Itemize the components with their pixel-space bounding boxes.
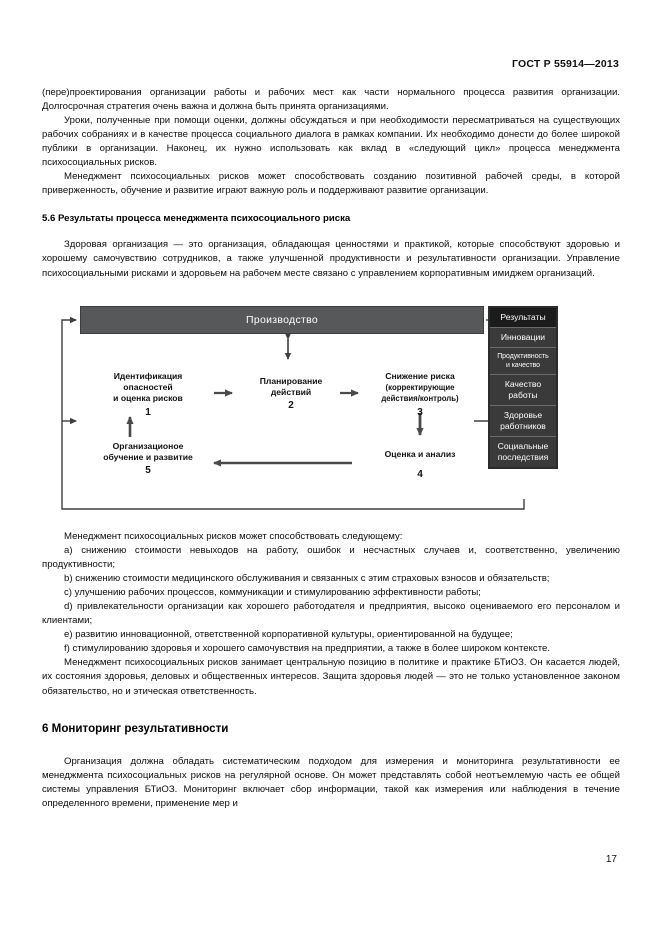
document-body — [42, 86, 620, 281]
heading-6: 6 Мониторинг результативности — [42, 721, 229, 735]
results-item-innovation: Инновации — [490, 328, 556, 348]
results-item-work-quality-line-1: Качество — [504, 379, 542, 390]
results-column — [488, 306, 558, 469]
document-standard-number: ГОСТ Р 55914—2013 — [511, 58, 619, 70]
node-1-number: 1 — [145, 406, 151, 418]
list-item-e: e) развитию инновационной, ответственной корпоративной культуры, ориентированной на будущее; — [64, 629, 513, 641]
heading-5-6: 5.6 Результаты процесса менеджмента психосоциального риска — [42, 213, 351, 225]
node-2-line-2: действий — [270, 387, 312, 398]
node-3-line-1: Снижение риска — [385, 371, 455, 381]
results-item-social-consequences — [490, 437, 556, 467]
paragraph-2: Уроки, полученные при помощи оценки, должны обсуждаться и при необходимости пересматриваться на существующих рабочих собраниях и в качестве процесса социального диалога в рамках компании. Их необходимо донести до более широкой публики в организации. Наконец, их нужно использовать как вклад в «следующий цикл» процесса менеджмента психосоциальных рисков. — [42, 115, 620, 169]
node-1-line-1: Идентификация — [113, 371, 183, 381]
node-4-line-1: Оценка и анализ — [384, 449, 456, 459]
node-5-line-2: обучение и развитие — [103, 452, 193, 463]
node-3-line-2: (корректирующие — [385, 383, 455, 393]
list-item-a: a) снижению стоимости невыходов на работу, ошибок и несчастных случаев и, соответственно, увеличению продуктивности; — [42, 545, 620, 571]
spacer — [42, 198, 620, 212]
node-1-line-2: опасностей — [123, 382, 173, 393]
node-2-number: 2 — [288, 400, 294, 412]
results-item-title: Результаты — [490, 308, 556, 328]
paragraph-7: Организация должна обладать систематическим подходом для измерения и мониторинга результативности ее менеджмента психосоциальных рисков на регулярной основе. Он может представлять собой неотъемлемую часть ее общей системы управления БТиОЗ. Мониторинг включает сбор информации, такой как измерения или наблюдения в течение определенного времени, применение мер и — [42, 755, 620, 809]
results-item-productivity-line-2: и качество — [505, 362, 541, 370]
list-item-b: b) снижению стоимости медицинского обслуживания и связанных с этим страховых взносов и обязательств; — [64, 573, 550, 585]
list-item-c: c) улучшению рабочих процессов, коммуникации и стимулированию эффективности работы; — [64, 587, 481, 599]
diagram-node-2 — [236, 376, 346, 412]
production-bar: Производство — [80, 306, 484, 334]
node-4-number: 4 — [417, 469, 423, 481]
results-item-productivity — [490, 348, 556, 375]
diagram-node-3 — [356, 371, 484, 418]
node-1-line-3: и оценка рисков — [113, 393, 183, 404]
results-item-social-consequences-line-2: последствия — [497, 452, 549, 463]
node-5-line-1: Организационое — [112, 441, 184, 451]
node-5-number: 5 — [145, 465, 151, 477]
results-item-social-consequences-line-1: Социальные — [497, 441, 549, 452]
node-2-line-1: Планирование — [259, 376, 323, 386]
results-item-worker-health-line-2: работников — [500, 421, 546, 432]
diagram-node-1 — [86, 371, 210, 418]
paragraph-1: (пере)проектирования организации работы и рабочих мест как части нормального процесса развития организации. Долгосрочная стратегия очень важна и должна быть принята организациями. — [42, 87, 620, 113]
paragraph-4: Здоровая организация — это организация, обладающая ценностями и практикой, которые способствуют здоровью и хорошему самочувствию сотрудников, а также улучшенной продуктивности и результативности организации. Управление психосоциальными рисками и здоровьем на рабочем месте связано с управлением корпоративным имиджем организаций. — [42, 239, 620, 279]
document-body-lower — [42, 530, 620, 811]
spacer — [42, 699, 620, 721]
diagram-node-4 — [352, 449, 488, 480]
paragraph-3: Менеджмент психосоциальных рисков может способствовать созданию позитивной рабочей среды, в которой приверженность, обучение и развитие играют важную роль и поддерживают развитие организации. — [42, 171, 620, 197]
spacer — [42, 737, 620, 755]
page-number: 17 — [605, 854, 617, 865]
results-item-worker-health — [490, 406, 556, 437]
diagram-node-5 — [78, 441, 218, 477]
paragraph-5: Менеджмент психосоциальных рисков может способствовать следующему: — [64, 531, 403, 542]
node-3-number: 3 — [417, 406, 423, 418]
node-3-line-3: действия/контроль) — [381, 394, 459, 404]
results-item-productivity-line-1: Продуктивность — [497, 353, 549, 360]
list-item-f: f) стимулированию здоровья и хорошего самочувствия на предприятии, а также в более широком контексте. — [64, 643, 550, 655]
results-item-work-quality-line-2: работы — [508, 390, 538, 401]
results-item-work-quality — [490, 375, 556, 406]
list-item-d: d) привлекательности организации как хорошего работодателя и предприятия, высоко оцениваемого его персоналом и клиентами; — [42, 601, 620, 627]
paragraph-6: Менеджмент психосоциальных рисков занимает центральную позицию в политике и практике БТиОЗ. Он касается людей, их состояния здоровья, деловых и общественных интересов. Защита здоровья людей — это не только установленное законом обязательство, но и этическая ответственность. — [42, 657, 620, 697]
spacer — [42, 226, 620, 238]
results-item-worker-health-line-1: Здоровье — [503, 410, 543, 421]
psychosocial-risk-process-diagram — [56, 303, 567, 515]
